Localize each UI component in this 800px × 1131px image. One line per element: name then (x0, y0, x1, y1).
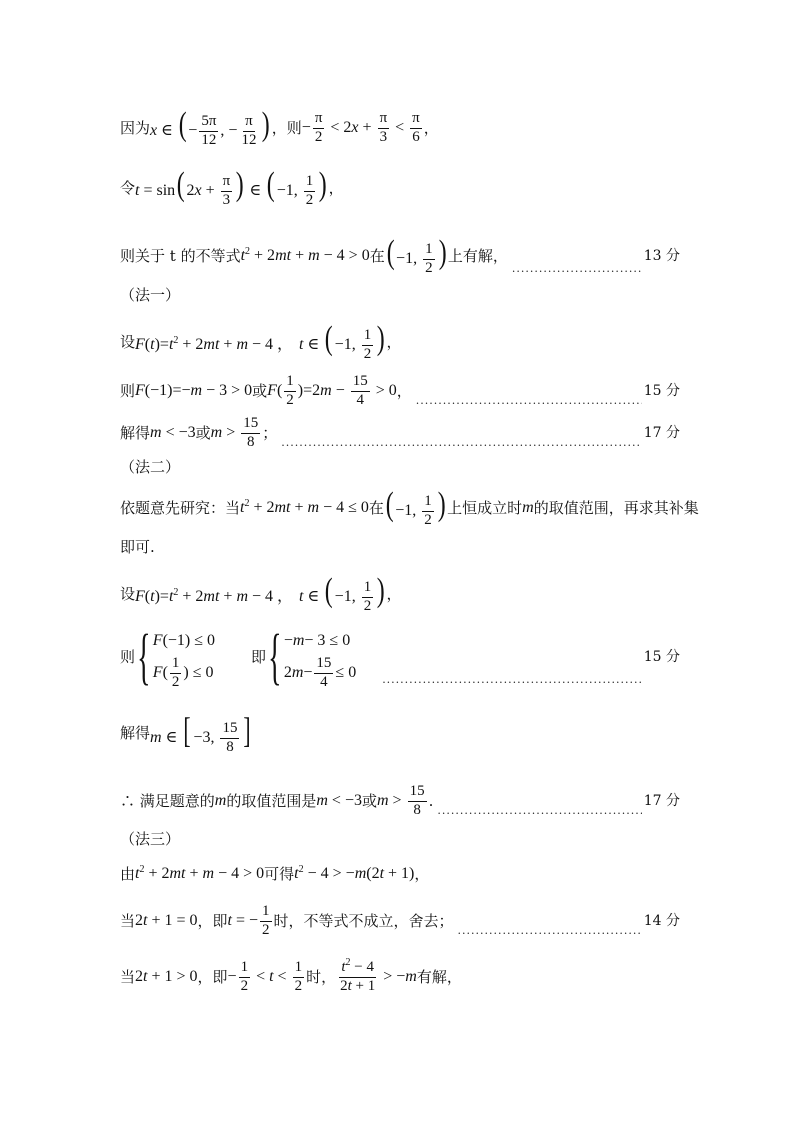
text: （法二） (120, 458, 181, 476)
formula: F(−1)=−m − 3 > 0 (135, 382, 253, 400)
formula: t = − $\frac{1}{2}$ (227, 903, 270, 938)
score: 17 分 (643, 425, 680, 442)
line-solution-1 (120, 416, 680, 451)
text: 或 (361, 791, 377, 810)
line-complement-approach (120, 486, 699, 529)
system-1: { F (−1) ≤ 0 F ( $\frac{1}{2}$ ) ≤ 0 (137, 623, 216, 691)
text: 时，不等式不成立，舍去； (273, 911, 454, 930)
line-suffices (120, 540, 680, 555)
score: 15 分 (643, 383, 680, 400)
dot-leader (382, 674, 642, 685)
text: 设 (120, 332, 136, 351)
line-substitution (120, 168, 680, 209)
text: 令 (120, 178, 136, 197)
formula: m > $\frac{15}{8}$ (376, 783, 425, 818)
system-2: { − m − 3 ≤ 0 2 m − $\frac{15}{4}$ ≤ 0 (268, 623, 357, 691)
text: 或 (252, 381, 268, 400)
formula: x ∈ ( − $\frac{5\pi}{12}$ , − $\frac{\pi}{12}$ ) (150, 106, 271, 148)
text: 则 (120, 647, 136, 666)
formula: m ∈ [ −3, $\frac{15}{8}$ ] (150, 710, 252, 755)
line-conclusion (120, 784, 680, 819)
text: 或 (195, 423, 211, 442)
text: （法三） (120, 830, 181, 848)
text: 当 (120, 911, 136, 930)
text: ， (386, 584, 402, 603)
line-solution-2 (120, 712, 680, 756)
text: ，即 (197, 967, 228, 986)
text: ， (396, 381, 412, 400)
text: 由 (120, 864, 136, 883)
line-define-f (120, 322, 680, 363)
line-inequality (120, 236, 680, 277)
text: 则关于 t 的不等式 (120, 246, 241, 265)
formula: ( −1, $\frac{1}{2}$ ) (385, 486, 446, 528)
text: 解得 (120, 423, 151, 442)
line-separation (120, 866, 680, 882)
text: 因为 (120, 118, 151, 137)
formula: ( −1, $\frac{1}{2}$ ) (386, 234, 447, 276)
text: 即 (251, 647, 267, 666)
score: 15 分 (643, 649, 680, 665)
line-case-positive (120, 957, 680, 995)
method-2-label (120, 460, 680, 475)
method-3-label (120, 832, 680, 847)
text: 在 (368, 498, 384, 517)
formula: m > $\frac{15}{8}$ (210, 415, 259, 450)
text: ，即 (197, 911, 228, 930)
formula: $F(t)=t^2 + 2mt + m - 4$ ， t ∈ ( −1, $\frac{1}{2}$ ) (135, 572, 385, 614)
text: . (428, 791, 434, 810)
text: ， (414, 864, 430, 883)
text: 解得 (120, 724, 151, 743)
text: 有解， (416, 967, 462, 986)
dot-leader (458, 925, 642, 936)
formula: − $\frac{\pi}{2}$ < 2x + $\frac{\pi}{3}$ < $\frac{\pi}{6}$ (301, 110, 420, 145)
dot-leader (416, 395, 642, 406)
text: ， (386, 332, 402, 351)
text: ∴ 满足题意的 (120, 791, 215, 810)
text: 时， (306, 967, 337, 986)
formula: − $\frac{1}{2}$ < t < $\frac{1}{2}$ (227, 959, 303, 994)
formula: $t^2 + 2mt + m - 4 \le 0$ (240, 498, 369, 517)
text: 设 (120, 584, 136, 603)
text: 依题意先研究：当 (120, 498, 241, 517)
formula: m < −3 (150, 424, 196, 442)
score: 17 分 (643, 793, 680, 810)
formula: 2t + 1 = 0 (135, 912, 198, 930)
method-1-label (120, 288, 680, 303)
line-domain-x (120, 108, 680, 149)
formula: m (522, 499, 534, 517)
dot-leader (512, 263, 642, 274)
line-f-conditions (120, 374, 680, 409)
formula: $t^2 - 4 > -m(2t + 1)$ (294, 864, 415, 882)
formula: t = sin( 2x + $\frac{\pi}{3}$ ) ∈ ( −1, $\frac{1}{2}$ ) (135, 166, 327, 208)
line-define-f-2 (120, 574, 680, 615)
text: ， (328, 178, 344, 197)
score: 14 分 (643, 913, 680, 930)
text: 的取值范围是 (226, 791, 317, 810)
formula: m (214, 792, 227, 810)
score: 13 分 (643, 248, 680, 265)
line-system (120, 623, 680, 691)
formula: 2t + 1 > 0 (135, 968, 198, 986)
dot-leader (281, 437, 641, 448)
text: 的取值范围，再求其补集 (533, 498, 699, 517)
text: （法一） (120, 286, 181, 304)
formula: $\frac{t^2 - 4}{2t + 1}$ > −m (340, 957, 417, 994)
formula: $t^2 + 2mt + m - 4 > 0$ (135, 864, 265, 882)
text: 则 (120, 381, 136, 400)
text: 当 (120, 967, 136, 986)
text: 即可. (120, 538, 155, 556)
text: ； (262, 423, 278, 442)
text: 可得 (264, 864, 295, 883)
text: ，则 (271, 118, 302, 137)
formula: m < −3 (316, 792, 362, 810)
text: 上恒成立时 (447, 498, 523, 517)
formula: F( $\frac{1}{2}$ )=2m − $\frac{15}{4}$ > 0 (267, 373, 397, 408)
line-case-zero (120, 904, 680, 939)
text: 上有解， (447, 246, 508, 265)
dot-leader (437, 805, 641, 816)
formula: $t^2 + 2mt + m - 4 > 0$ (240, 246, 370, 265)
text: 在 (369, 246, 385, 265)
text: ， (423, 118, 439, 137)
formula: $F(t)=t^2 + 2mt + m - 4$ ， t ∈ ( −1, $\frac{1}{2}$ ) (135, 320, 385, 362)
